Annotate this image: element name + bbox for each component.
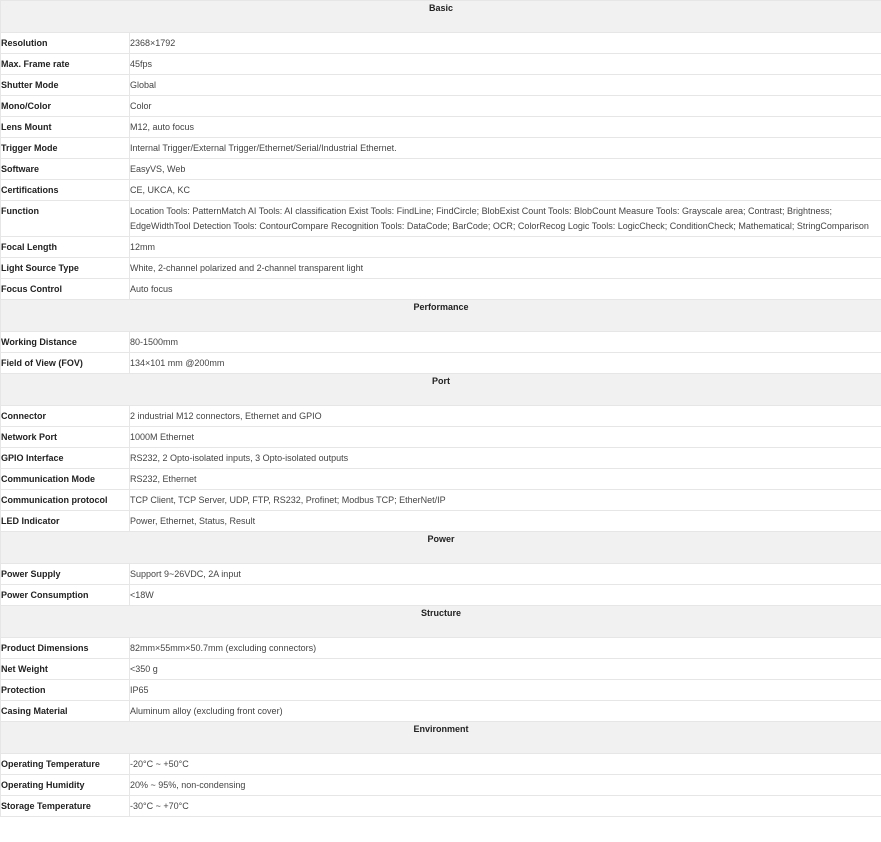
spec-row xyxy=(1,796,881,817)
spec-row xyxy=(1,585,881,606)
section-header-row xyxy=(1,300,881,332)
spec-label: Power Consumption xyxy=(1,585,130,606)
spec-value: Internal Trigger/External Trigger/Ethernet/Serial/Industrial Ethernet. xyxy=(130,138,881,159)
spec-row xyxy=(1,258,881,279)
section-title: Port xyxy=(1,374,881,406)
section-header-row xyxy=(1,606,881,638)
spec-label: Net Weight xyxy=(1,659,130,680)
spec-label: Working Distance xyxy=(1,332,130,353)
spec-row xyxy=(1,75,881,96)
spec-row xyxy=(1,279,881,300)
spec-label: Focus Control xyxy=(1,279,130,300)
spec-label: Certifications xyxy=(1,180,130,201)
spec-table-body xyxy=(1,1,881,817)
spec-row xyxy=(1,701,881,722)
section-header-row xyxy=(1,722,881,754)
spec-row xyxy=(1,138,881,159)
spec-value: 20% ~ 95%, non-condensing xyxy=(130,775,881,796)
spec-value: 82mm×55mm×50.7mm (excluding connectors) xyxy=(130,638,881,659)
spec-label: Casing Material xyxy=(1,701,130,722)
spec-label: Operating Temperature xyxy=(1,754,130,775)
spec-row xyxy=(1,33,881,54)
spec-label: Communication protocol xyxy=(1,490,130,511)
spec-label: Connector xyxy=(1,406,130,427)
spec-label: Light Source Type xyxy=(1,258,130,279)
spec-label: Shutter Mode xyxy=(1,75,130,96)
spec-row xyxy=(1,638,881,659)
spec-row xyxy=(1,117,881,138)
section-title: Environment xyxy=(1,722,881,754)
spec-value: 2368×1792 xyxy=(130,33,881,54)
spec-value: RS232, 2 Opto-isolated inputs, 3 Opto-isolated outputs xyxy=(130,448,881,469)
spec-value: 1000M Ethernet xyxy=(130,427,881,448)
spec-label: Product Dimensions xyxy=(1,638,130,659)
spec-value: <18W xyxy=(130,585,881,606)
spec-value: Aluminum alloy (excluding front cover) xyxy=(130,701,881,722)
spec-value: 12mm xyxy=(130,237,881,258)
spec-value: 45fps xyxy=(130,54,881,75)
spec-value: Global xyxy=(130,75,881,96)
spec-value: White, 2-channel polarized and 2-channel transparent light xyxy=(130,258,881,279)
spec-value: IP65 xyxy=(130,680,881,701)
spec-value: 80-1500mm xyxy=(130,332,881,353)
spec-row xyxy=(1,427,881,448)
spec-label: Field of View (FOV) xyxy=(1,353,130,374)
spec-value: Power, Ethernet, Status, Result xyxy=(130,511,881,532)
spec-row xyxy=(1,159,881,180)
spec-value: EasyVS, Web xyxy=(130,159,881,180)
spec-label: LED Indicator xyxy=(1,511,130,532)
spec-row xyxy=(1,406,881,427)
spec-label: Power Supply xyxy=(1,564,130,585)
spec-label: Operating Humidity xyxy=(1,775,130,796)
spec-value: Auto focus xyxy=(130,279,881,300)
spec-row xyxy=(1,201,881,237)
spec-row xyxy=(1,353,881,374)
spec-row xyxy=(1,511,881,532)
spec-value: M12, auto focus xyxy=(130,117,881,138)
spec-value: Color xyxy=(130,96,881,117)
section-header-row xyxy=(1,532,881,564)
spec-value: CE, UKCA, KC xyxy=(130,180,881,201)
spec-label: Resolution xyxy=(1,33,130,54)
spec-value: <350 g xyxy=(130,659,881,680)
section-title: Performance xyxy=(1,300,881,332)
section-title: Basic xyxy=(1,1,881,33)
spec-label: Focal Length xyxy=(1,237,130,258)
spec-row xyxy=(1,469,881,490)
spec-row xyxy=(1,448,881,469)
spec-label: Protection xyxy=(1,680,130,701)
spec-label: Software xyxy=(1,159,130,180)
spec-row xyxy=(1,332,881,353)
section-header-row xyxy=(1,1,881,33)
spec-row xyxy=(1,237,881,258)
spec-label: Mono/Color xyxy=(1,96,130,117)
spec-label: Communication Mode xyxy=(1,469,130,490)
spec-value: TCP Client, TCP Server, UDP, FTP, RS232, Profinet; Modbus TCP; EtherNet/IP xyxy=(130,490,881,511)
spec-row xyxy=(1,754,881,775)
spec-row xyxy=(1,775,881,796)
spec-value: 134×101 mm @200mm xyxy=(130,353,881,374)
spec-row xyxy=(1,180,881,201)
spec-label: Max. Frame rate xyxy=(1,54,130,75)
spec-label: Trigger Mode xyxy=(1,138,130,159)
spec-label: Network Port xyxy=(1,427,130,448)
spec-label: Lens Mount xyxy=(1,117,130,138)
spec-row xyxy=(1,659,881,680)
spec-label: Storage Temperature xyxy=(1,796,130,817)
spec-value: Location Tools: PatternMatch AI Tools: AI classification Exist Tools: FindLine; FindCircle; BlobExist Count Tools: BlobCount Measure Tools: Grayscale area; Contrast; Brightness; EdgeWidthTool Detection Tools: ContourCompare Recognition Tools: DataCode; BarCode; OCR; ColorRecog Logic Tools: LogicCheck; ConditionCheck; Mathematical; StringComparison xyxy=(130,201,881,237)
spec-row xyxy=(1,490,881,511)
spec-label: Function xyxy=(1,201,130,237)
spec-row xyxy=(1,54,881,75)
spec-label: GPIO Interface xyxy=(1,448,130,469)
spec-row xyxy=(1,564,881,585)
section-header-row xyxy=(1,374,881,406)
spec-row xyxy=(1,680,881,701)
spec-value: -20°C ~ +50°C xyxy=(130,754,881,775)
spec-row xyxy=(1,96,881,117)
spec-value: 2 industrial M12 connectors, Ethernet and GPIO xyxy=(130,406,881,427)
spec-value: -30°C ~ +70°C xyxy=(130,796,881,817)
section-title: Structure xyxy=(1,606,881,638)
section-title: Power xyxy=(1,532,881,564)
spec-value: Support 9~26VDC, 2A input xyxy=(130,564,881,585)
spec-value: RS232, Ethernet xyxy=(130,469,881,490)
